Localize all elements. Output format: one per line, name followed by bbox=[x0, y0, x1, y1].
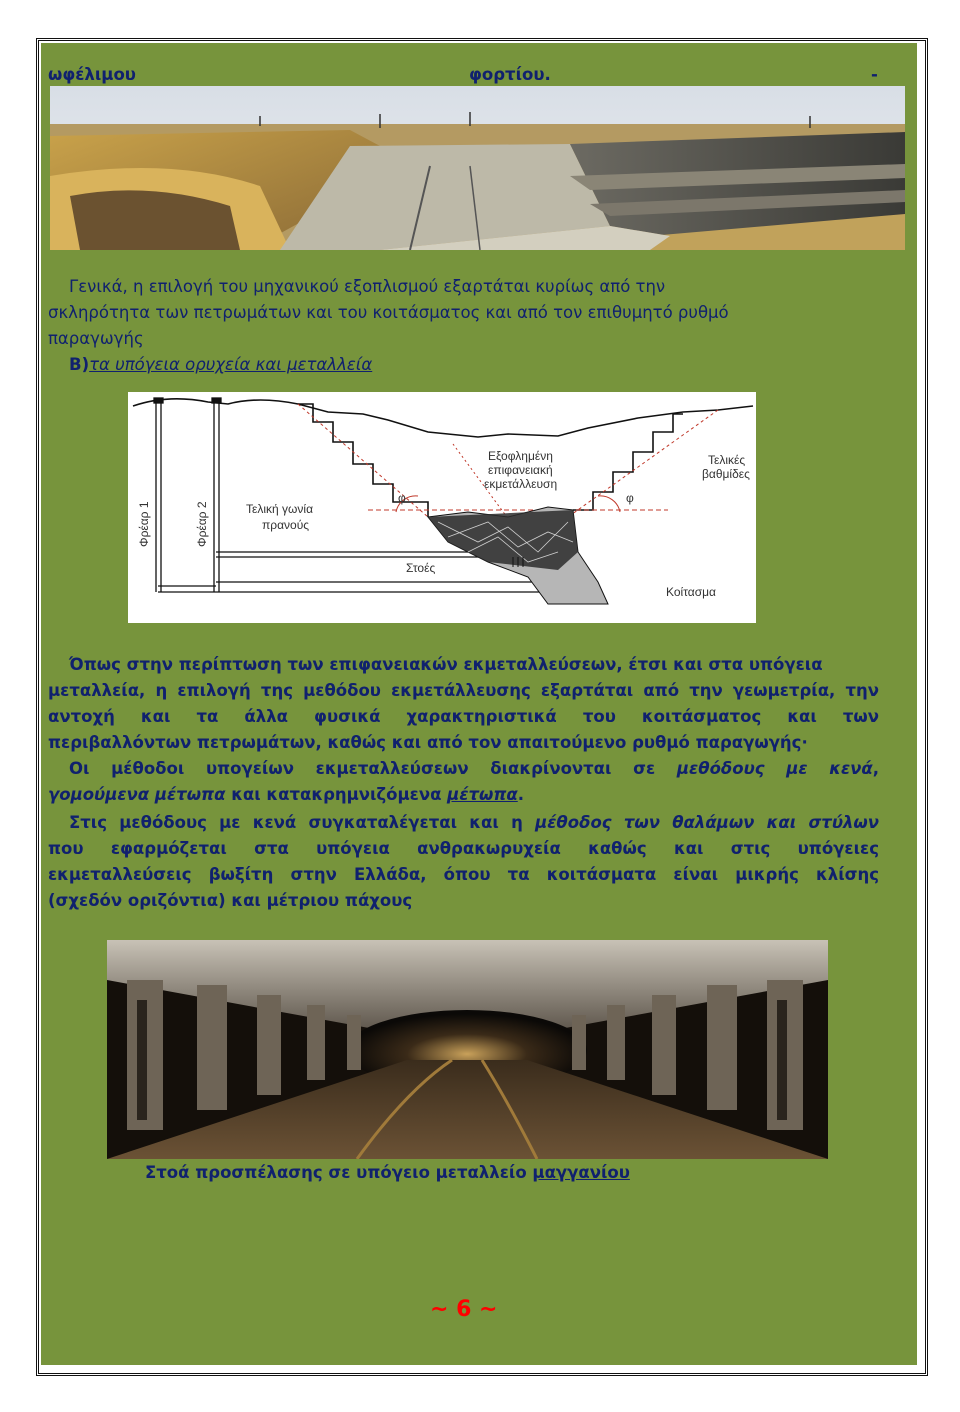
methods-filled-faces: γομούμενα μέτωπα bbox=[48, 785, 226, 804]
body-line-1: Όπως στην περίπτωση των επιφανειακών εκμεταλλεύσεων, έτσι και στα υπόγεια bbox=[69, 655, 823, 674]
exhausted-label-1: Εξοφλημένη bbox=[488, 449, 553, 463]
intro-line-2: σκληρότητα των πετρωμάτων και του κοιτάσματος και από τον επιθυμητό ρυθμό bbox=[48, 303, 729, 322]
shaft-1-label: Φρέαρ 1 bbox=[137, 501, 151, 547]
phi-right-label: φ bbox=[626, 491, 634, 505]
methods-comma: , bbox=[872, 759, 880, 778]
shaft-2-label: Φρέαρ 2 bbox=[195, 501, 209, 547]
photo-caption bbox=[145, 1160, 630, 1187]
exhausted-label-2: επιφανειακή bbox=[488, 463, 553, 477]
caption-text: Στοά προσπέλασης σε υπόγειο μεταλλείο bbox=[145, 1163, 527, 1182]
header-word-2: φορτίου. bbox=[469, 65, 551, 84]
section-heading bbox=[69, 352, 372, 379]
body-line-3: αντοχή και τα άλλα φυσικά χαρακτηριστικά του κοιτάσματος και των bbox=[48, 707, 879, 726]
methods-voids: μεθόδους με κενά bbox=[676, 759, 873, 778]
phi-left-label: φ bbox=[398, 491, 406, 505]
page bbox=[41, 43, 917, 1365]
methods-end: . bbox=[517, 785, 525, 804]
intro-line-1: Γενικά, η επιλογή του μηχανικού εξοπλισμού εξαρτάται κυρίως από την bbox=[69, 277, 666, 296]
deposit-label: Κοίτασμα bbox=[666, 585, 716, 599]
caption-underlined: μαγγανίου bbox=[532, 1163, 630, 1182]
final-steps-label-1: Τελικές bbox=[708, 453, 746, 467]
header-dash: - bbox=[871, 65, 878, 84]
mining-diagram bbox=[128, 392, 756, 623]
methods-faces: μέτωπα bbox=[447, 785, 518, 804]
header-word-1: ωφέλιμου bbox=[48, 65, 136, 84]
underground-tunnel-photo bbox=[107, 940, 828, 1159]
final-steps-label-2: βαθμίδες bbox=[702, 467, 750, 481]
page-number: ~ 6 ~ bbox=[430, 1297, 498, 1322]
body-line-2: μεταλλεία, η επιλογή της μεθόδου εκμετάλλευσης εξαρτάται από την γεωμετρία, την bbox=[48, 681, 879, 700]
galleries-label: Στοές bbox=[406, 561, 436, 575]
exhausted-label-3: εκμετάλλευση bbox=[484, 477, 558, 491]
chambers-lead: Στις μεθόδους με κενά συγκαταλέγεται και η bbox=[69, 813, 523, 832]
final-angle-label-1: Τελική γωνία bbox=[246, 502, 314, 516]
body-line-4: περιβαλλόντων πετρωμάτων, καθώς και από τον απαιτούμενο ρυθμό παραγωγής· bbox=[48, 733, 808, 752]
methods-line-2 bbox=[48, 782, 524, 809]
open-pit-mine-photo bbox=[50, 86, 905, 250]
methods-line-1 bbox=[69, 756, 879, 783]
chambers-line-4: (σχεδόν οριζόντια) και μέτριου πάχους bbox=[48, 891, 413, 910]
chambers-method: μέθοδος των θαλάμων και στύλων bbox=[535, 813, 879, 832]
methods-and: και κατακρημνιζόμενα bbox=[231, 785, 442, 804]
final-angle-label-2: πρανούς bbox=[262, 518, 310, 532]
chambers-line-3: εκμεταλλεύσεις βωξίτη στην Ελλάδα, όπου τα κοιτάσματα είναι μικρής κλίσης bbox=[48, 865, 879, 884]
intro-line-3: παραγωγής bbox=[48, 329, 144, 348]
chambers-line-2: που εφαρμόζεται στα υπόγεια ανθρακωρυχεία καθώς και στις υπόγειες bbox=[48, 839, 879, 858]
chambers-line-1 bbox=[69, 810, 879, 837]
methods-lead: Οι μέθοδοι υπογείων εκμεταλλεύσεων διακρίνονται σε bbox=[69, 759, 656, 778]
section-heading-title: τα υπόγεια ορυχεία και μεταλλεία bbox=[89, 355, 373, 374]
section-heading-prefix: Β) bbox=[69, 355, 90, 374]
